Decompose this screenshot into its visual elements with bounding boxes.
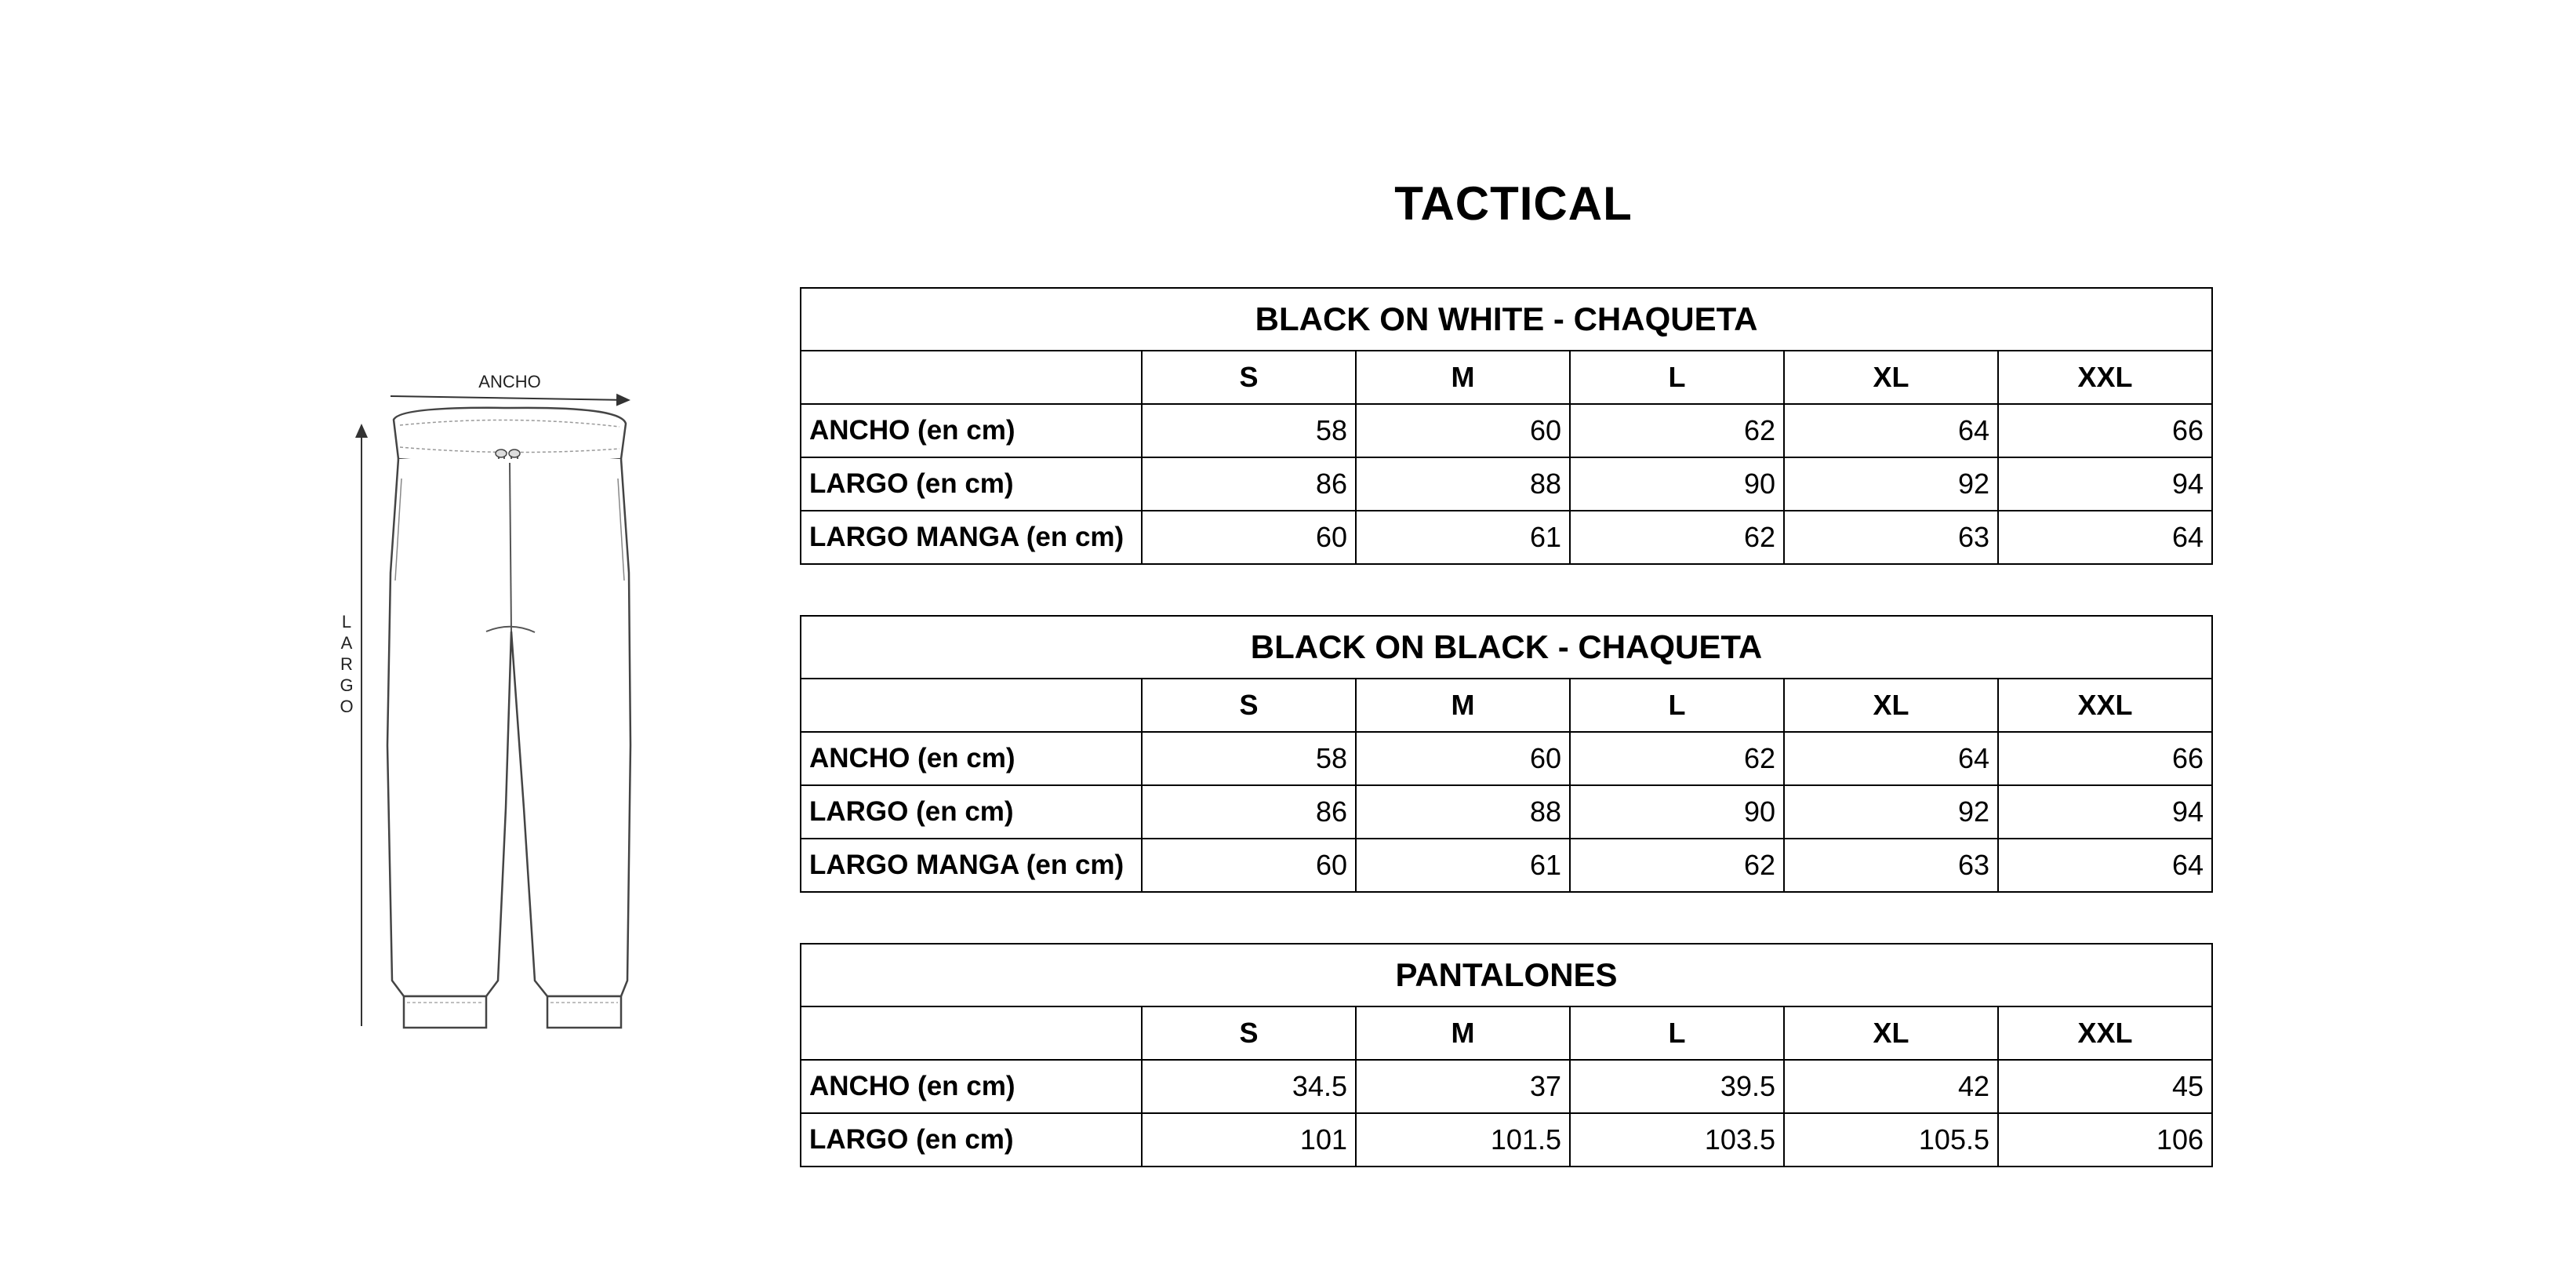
measurement-cell: 106 bbox=[1998, 1113, 2212, 1167]
measurement-cell: 62 bbox=[1570, 404, 1784, 457]
size-header: L bbox=[1570, 351, 1784, 404]
measurement-cell: 62 bbox=[1570, 511, 1784, 564]
size-header: XL bbox=[1784, 679, 1998, 732]
measurement-cell: 42 bbox=[1784, 1060, 1998, 1113]
table-row bbox=[801, 785, 2212, 839]
measurement-cell: 105.5 bbox=[1784, 1113, 1998, 1167]
table-title: BLACK ON BLACK - CHAQUETA bbox=[801, 616, 2212, 679]
pants-icon bbox=[329, 369, 643, 1036]
table-row bbox=[801, 1060, 2212, 1113]
row-label: ANCHO (en cm) bbox=[801, 732, 1142, 785]
measurement-cell: 88 bbox=[1356, 785, 1570, 839]
header-blank-cell bbox=[801, 679, 1142, 732]
size-header: L bbox=[1570, 679, 1784, 732]
measurement-cell: 60 bbox=[1142, 839, 1356, 892]
table-row bbox=[801, 839, 2212, 892]
measurement-cell: 101 bbox=[1142, 1113, 1356, 1167]
measurement-cell: 94 bbox=[1998, 785, 2212, 839]
row-label: LARGO MANGA (en cm) bbox=[801, 511, 1142, 564]
page-title: TACTICAL bbox=[1394, 177, 1633, 230]
largo-label bbox=[340, 612, 353, 716]
size-table-black-on-black bbox=[800, 615, 2213, 893]
table-row bbox=[801, 1113, 2212, 1167]
measurement-cell: 37 bbox=[1356, 1060, 1570, 1113]
size-header: XXL bbox=[1998, 1006, 2212, 1060]
measurement-cell: 34.5 bbox=[1142, 1060, 1356, 1113]
size-header: XL bbox=[1784, 1006, 1998, 1060]
size-header: S bbox=[1142, 1006, 1356, 1060]
size-table-black-on-white bbox=[800, 287, 2213, 565]
header-blank-cell bbox=[801, 1006, 1142, 1060]
measurement-cell: 63 bbox=[1784, 511, 1998, 564]
row-label: LARGO (en cm) bbox=[801, 1113, 1142, 1167]
row-label: ANCHO (en cm) bbox=[801, 1060, 1142, 1113]
size-header: S bbox=[1142, 679, 1356, 732]
size-header: M bbox=[1356, 351, 1570, 404]
table-row bbox=[801, 404, 2212, 457]
size-header: XXL bbox=[1998, 679, 2212, 732]
row-label: LARGO (en cm) bbox=[801, 785, 1142, 839]
measurement-cell: 92 bbox=[1784, 785, 1998, 839]
measurement-cell: 62 bbox=[1570, 839, 1784, 892]
measurement-cell: 92 bbox=[1784, 457, 1998, 511]
measurement-cell: 60 bbox=[1356, 732, 1570, 785]
measurement-cell: 45 bbox=[1998, 1060, 2212, 1113]
measurement-cell: 88 bbox=[1356, 457, 1570, 511]
measurement-cell: 58 bbox=[1142, 732, 1356, 785]
size-header: XL bbox=[1784, 351, 1998, 404]
measurement-cell: 60 bbox=[1356, 404, 1570, 457]
measurement-cell: 64 bbox=[1784, 404, 1998, 457]
svg-text:LARGO: L A R G O bbox=[340, 612, 354, 716]
row-label: LARGO MANGA (en cm) bbox=[801, 839, 1142, 892]
size-header: S bbox=[1142, 351, 1356, 404]
measurement-cell: 62 bbox=[1570, 732, 1784, 785]
measurement-cell: 66 bbox=[1998, 732, 2212, 785]
measurement-cell: 39.5 bbox=[1570, 1060, 1784, 1113]
table-title: PANTALONES bbox=[801, 944, 2212, 1006]
measurement-cell: 64 bbox=[1998, 511, 2212, 564]
measurement-cell: 90 bbox=[1570, 457, 1784, 511]
measurement-cell: 86 bbox=[1142, 457, 1356, 511]
ancho-label: ANCHO bbox=[478, 372, 541, 391]
measurement-cell: 86 bbox=[1142, 785, 1356, 839]
row-label: LARGO (en cm) bbox=[801, 457, 1142, 511]
row-label: ANCHO (en cm) bbox=[801, 404, 1142, 457]
measurement-cell: 58 bbox=[1142, 404, 1356, 457]
size-header: XXL bbox=[1998, 351, 2212, 404]
measurement-cell: 64 bbox=[1784, 732, 1998, 785]
measurement-cell: 66 bbox=[1998, 404, 2212, 457]
header-blank-cell bbox=[801, 351, 1142, 404]
measurement-cell: 64 bbox=[1998, 839, 2212, 892]
size-header-row bbox=[801, 351, 2212, 404]
table-row bbox=[801, 457, 2212, 511]
measurement-cell: 63 bbox=[1784, 839, 1998, 892]
measurement-cell: 90 bbox=[1570, 785, 1784, 839]
size-header-row bbox=[801, 1006, 2212, 1060]
size-header-row bbox=[801, 679, 2212, 732]
size-header: M bbox=[1356, 1006, 1570, 1060]
size-table-pantalones bbox=[800, 943, 2213, 1167]
pants-diagram bbox=[329, 369, 643, 1036]
measurement-cell: 61 bbox=[1356, 839, 1570, 892]
size-header: L bbox=[1570, 1006, 1784, 1060]
measurement-cell: 60 bbox=[1142, 511, 1356, 564]
measurement-cell: 101.5 bbox=[1356, 1113, 1570, 1167]
size-header: M bbox=[1356, 679, 1570, 732]
table-title: BLACK ON WHITE - CHAQUETA bbox=[801, 288, 2212, 351]
measurement-cell: 61 bbox=[1356, 511, 1570, 564]
measurement-cell: 94 bbox=[1998, 457, 2212, 511]
measurement-cell: 103.5 bbox=[1570, 1113, 1784, 1167]
table-row bbox=[801, 732, 2212, 785]
table-row bbox=[801, 511, 2212, 564]
